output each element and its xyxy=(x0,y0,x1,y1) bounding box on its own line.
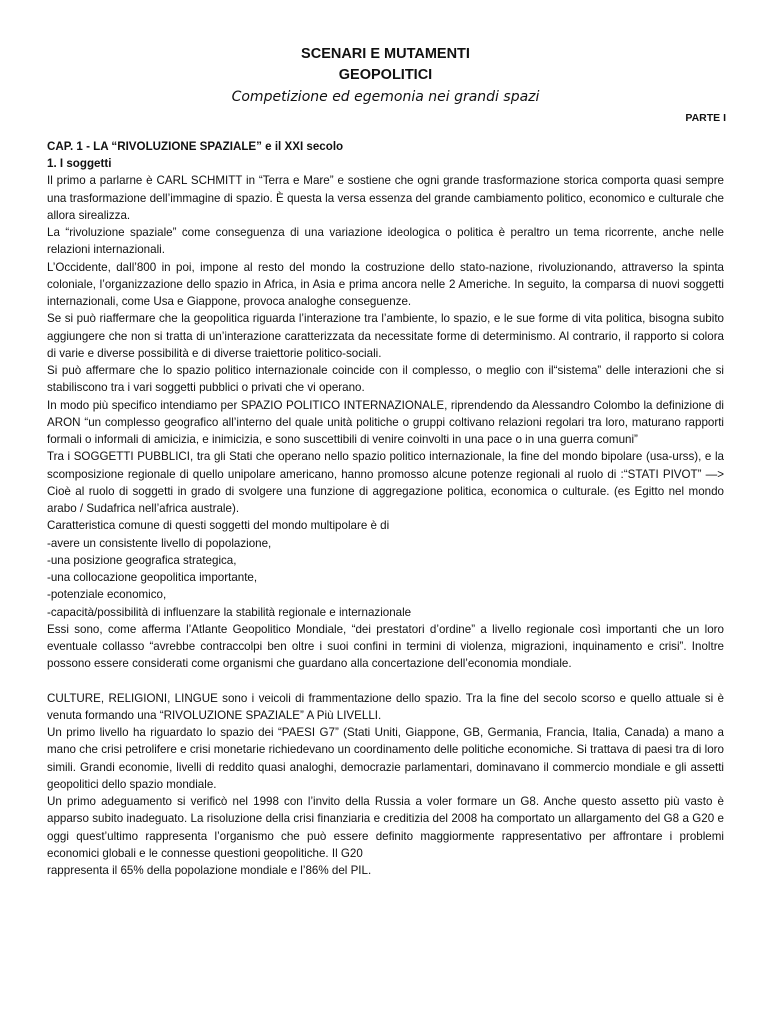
list-item: -una posizione geografica strategica, xyxy=(47,553,237,567)
paragraph: Caratteristica comune di questi soggetti del mondo multipolare è di xyxy=(47,519,390,533)
paragraph: Un primo livello ha riguardato lo spazio dei “PAESI G7” (Stati Uniti, Giappone, GB, Germania, Francia, Italia, Canada) a mano a mano che crisi petrolifere e crisi monetarie richiedevano un coordinamento delle politiche economiche. Si trattava di paesi tra di loro simili. Grandi economie, livelli di reddito quasi analoghi, democrazie parlamentari, dominavano il commercio mondiale e gli assetti geopolitici dello spazio mondiale. xyxy=(47,726,724,791)
document-page xyxy=(47,44,724,879)
paragraph: CULTURE, RELIGIONI, LINGUE sono i veicoli di frammentazione dello spazio. Tra la fine del secolo scorso e quello attuale si è venuta formando una “RIVOLUZIONE SPAZIALE” A Più LIVELLI. xyxy=(47,691,724,722)
paragraph: Si può affermare che lo spazio politico internazionale coincide con il complesso, o meglio con il“sistema” delle interazioni che si stabiliscono tra i vari soggetti pubblici o privati che vi operano. xyxy=(47,364,724,395)
paragraph-spacer xyxy=(47,673,724,690)
paragraph: rappresenta il 65% della popolazione mondiale e l’86% del PIL. xyxy=(47,864,372,878)
list-item: -una collocazione geopolitica importante, xyxy=(47,571,258,585)
paragraph: La “rivoluzione spaziale” come conseguenza di una variazione ideologica o politica è peraltro un tema ricorrente, anche nelle relazioni internazionali. xyxy=(47,226,724,257)
paragraph: Il primo a parlarne è CARL SCHMITT in “Terra e Mare” e sostiene che ogni grande trasformazione storica comporta quasi sempre una trasformazione dell’immagine di spazio. È questa la versa essenza del grande cambiamento politico, economico e culturale che allora sirealizza. xyxy=(47,174,724,222)
list-item: -potenziale economico, xyxy=(47,588,167,602)
part-label: PARTE I xyxy=(685,112,726,124)
list-item: -capacità/possibilità di influenzare la stabilità regionale e internazionale xyxy=(47,605,412,619)
document-title-line-1: SCENARI E MUTAMENTI xyxy=(301,46,470,62)
paragraph: In modo più specifico intendiamo per SPAZIO POLITICO INTERNAZIONALE, riprendendo da Alessandro Colombo la definizione di ARON “un complesso geografico all’interno del quale unità politiche o gruppi coltivano relazioni regolari tra loro, maturano rapporti formali o informali di amicizia, e inimicizia, e sono suscettibili di venire coinvolti in una pace o in una guerra comuni” xyxy=(47,398,724,447)
document-title-line-2: GEOPOLITICI xyxy=(338,67,433,83)
section-heading: 1. I soggetti xyxy=(47,157,112,171)
paragraph: Un primo adeguamento si verificò nel 1998 con l’invito della Russia a voler formare un G8. Anche questo assetto più vasto è apparso subito inadeguato. La risoluzione della crisi finanziaria e creditizia del 2008 ha comportato un allargamento del G8 a G20 e oggi quest’ultimo rappresenta l’organismo che può essere definito maggiormente rappresentativo per affrontare i problemi economici globali e le connesse questioni geopolitiche. Il G20 xyxy=(47,795,724,860)
paragraph: Se si può riaffermare che la geopolitica riguarda l’interazione tra l’ambiente, lo spazio, e le sue forme di vita politica, bisogna subito aggiungere che non si tratta di un’interazione caratterizzata da necessitate forme di determinismo. Al contrario, il rapporto si colora di varie e diverse possibilità e di diverse traiettorie politico-sociali. xyxy=(47,312,724,360)
paragraph: Essi sono, come afferma l’Atlante Geopolitico Mondiale, “dei prestatori d’ordine” a livello regionale così importanti che un loro eventuale collasso “avrebbe contraccolpi ben oltre i suoi confini in termini di violenza, migrazioni, inquinamento e crisi”. Inoltre possono essere considerati come organismi che guardano alla concertazione dell’economia mondiale. xyxy=(47,622,724,671)
document-body xyxy=(47,172,724,879)
chapter-heading: CAP. 1 - LA “RIVOLUZIONE SPAZIALE” e il XXI secolo xyxy=(47,140,344,153)
paragraph: Tra i SOGGETTI PUBBLICI, tra gli Stati che operano nello spazio politico internazionale, la fine del mondo bipolare (usa-urss), e la scomposizione regionale di quello unipolare americano, hanno promosso alcune potenze regionali al ruolo di :“STATI PIVOT” —> Cioè al ruolo di soggetti in grado di svolgere una funzione di aggregazione politica, economica o culturale. (es Egitto nel mondo arabo / Sudafrica nell’africa australe). xyxy=(47,450,724,516)
list-item: -avere un consistente livello di popolazione, xyxy=(47,536,272,550)
paragraph: L’Occidente, dall’800 in poi, impone al resto del mondo la costruzione dello stato-nazione, rivoluzionando, attraverso la spinta coloniale, l’organizzazione dello spazio in Africa, in Asia e prima ancora nelle 2 Americhe. In seguito, la comparsa di nuovi soggetti internazionali, come Usa e Giappone, provoca analoghe conseguenze. xyxy=(47,260,724,309)
document-subtitle: Competizione ed egemonia nei grandi spazi xyxy=(231,89,540,105)
